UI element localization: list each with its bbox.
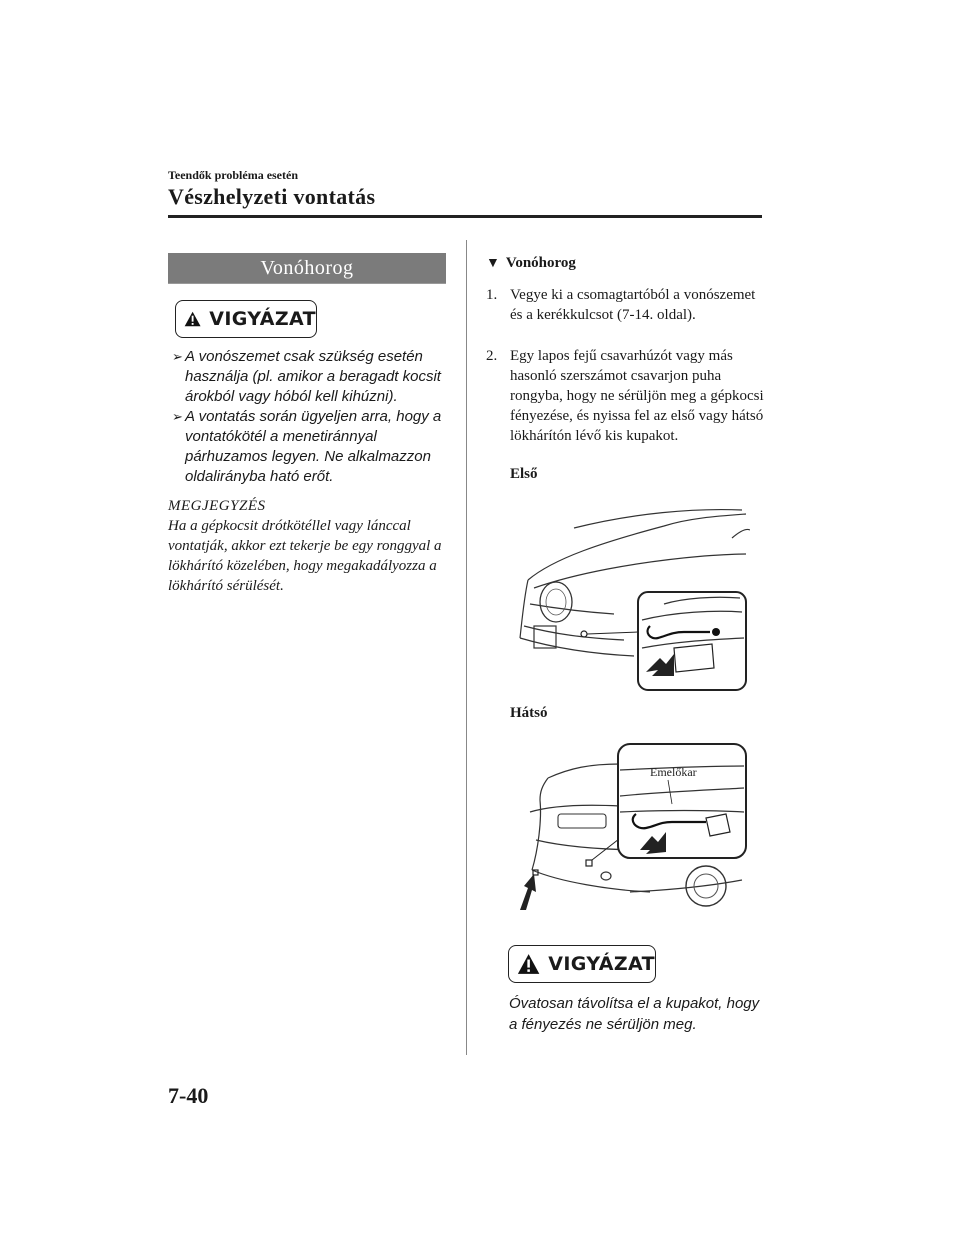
section-name: Teendők probléma esetén	[168, 168, 299, 182]
warning-item	[172, 407, 444, 487]
front-label: Első	[510, 466, 538, 482]
step-item	[486, 285, 766, 325]
step-text: Vegye ki a csomagtartóból a vonószemet és a kerékkulcsot (7-14. oldal).	[510, 287, 756, 323]
arrow-bullet-icon: ➢	[172, 349, 183, 364]
warning-icon	[184, 307, 201, 331]
note-heading: MEGJEGYZÉS	[168, 498, 266, 514]
header-rule	[168, 215, 762, 218]
front-bumper-illustration	[514, 508, 750, 694]
page-number: 7-40	[168, 1083, 209, 1108]
step-item	[486, 346, 766, 446]
warning-text: A vontatás során ügyeljen arra, hogy a vontatókötél a menetiránnyal párhuzamos legyen. Ne alkalmazzon oldalirányba ható erőt.	[185, 408, 442, 485]
caution-text: Óvatosan távolítsa el a kupakot, hogy a fényezés ne sérüljön meg.	[509, 995, 760, 1033]
note-text: Ha a gépkocsit drótkötéllel vagy lánccal vontatják, akkor ezt tekerje be egy ronggyal a lökhárító közelében, hogy megakadályozza a lökhárító sérülését.	[168, 518, 442, 594]
subheading-text: Vonóhorog	[505, 255, 576, 271]
section-banner: Vonóhorog	[168, 253, 446, 283]
callout-label: Emelőkar	[650, 765, 697, 779]
warning-text: A vonószemet csak szükség esetén használja (pl. amikor a beragadt kocsit árokból vagy hóból kell kihúzni).	[185, 348, 441, 405]
caution-box	[175, 300, 317, 338]
caution-box	[508, 945, 656, 983]
caution-label: VIGYÁZAT	[209, 308, 316, 330]
warning-item	[172, 347, 444, 407]
caution-label: VIGYÁZAT	[548, 953, 655, 975]
column-divider	[466, 240, 467, 1055]
banner-rule	[168, 283, 446, 284]
triangle-down-icon: ▼	[486, 256, 500, 271]
step-number: 2.	[486, 348, 498, 364]
rear-bumper-illustration	[520, 740, 752, 910]
step-number: 1.	[486, 287, 498, 303]
subheading	[486, 255, 576, 272]
page-title: Vészhelyzeti vontatás	[168, 184, 376, 209]
warning-icon	[517, 952, 540, 976]
step-text: Egy lapos fejű csavarhúzót vagy más hasonló szerszámot csavarjon puha rongyba, hogy ne sérüljön meg a gépkocsi fényezése, és nyissa fel az első vagy hátsó lökhárítón lévő kis kupakot.	[510, 348, 764, 444]
arrow-bullet-icon: ➢	[172, 409, 183, 424]
rear-label: Hátsó	[510, 705, 548, 721]
